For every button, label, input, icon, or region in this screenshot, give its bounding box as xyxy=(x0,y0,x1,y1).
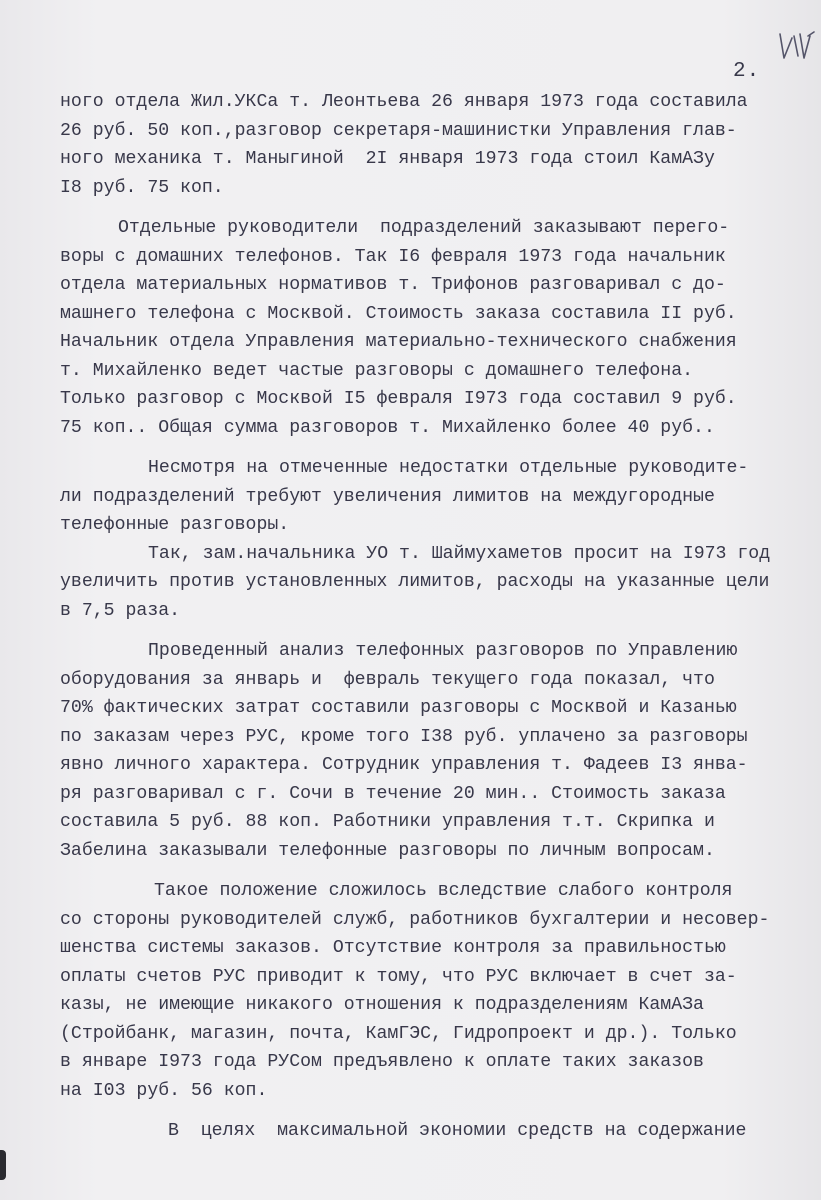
paragraph xyxy=(60,454,790,540)
body-text xyxy=(60,88,790,1146)
text-line: на I03 руб. 56 коп. xyxy=(60,1080,268,1101)
text-line: в январе I973 года РУСом предъявлено к оплате таких заказов xyxy=(60,1052,704,1072)
text-line: явно личного характера. Сотрудник управления т. Фадеев I3 янва- xyxy=(60,755,748,775)
text-line: казы, не имеющие никакого отношения к подразделениям КамАЗа xyxy=(60,995,704,1015)
text-line: составила 5 руб. 88 коп. Работники управления т.т. Скрипка и xyxy=(60,812,715,832)
archive-mark xyxy=(774,28,818,68)
page-edge-mark xyxy=(0,1150,6,1180)
page-number: 2. xyxy=(733,60,761,83)
text-line: ря разговаривал с г. Сочи в течение 20 мин.. Стоимость заказа xyxy=(60,783,726,804)
text-line: Начальник отдела Управления материально-технического снабжения xyxy=(60,332,737,352)
text-line: ли подразделений требуют увеличения лимитов на междугородные xyxy=(60,486,715,507)
text-line: В целях максимальной экономии средств на содержание xyxy=(168,1121,747,1141)
text-line: оборудования за январь и февраль текущего года показал, что xyxy=(60,669,715,690)
text-line: Проведенный анализ телефонных разговоров по Управлению xyxy=(148,641,738,661)
paragraph xyxy=(60,877,790,1105)
text-line: Такое положение сложилось вследствие слабого контроля xyxy=(154,881,733,901)
text-line: в 7,5 раза. xyxy=(60,600,181,621)
text-line: телефонные разговоры. xyxy=(60,515,290,535)
text-line: оплаты счетов РУС приводит к тому, что РУС включает в счет за- xyxy=(60,966,737,987)
text-line: шенства системы заказов. Отсутствие контроля за правильностью xyxy=(60,938,726,958)
text-line: ного отдела Жил.УКСа т. Леонтьева 26 января 1973 года составила xyxy=(60,92,748,112)
text-line: Только разговор с Москвой I5 февраля I973 года составил 9 руб. xyxy=(60,389,737,409)
paragraph xyxy=(60,540,790,626)
text-line: Так, зам.начальника УО т. Шаймухаметов просит на I973 год xyxy=(148,543,771,564)
text-line: I8 руб. 75 коп. xyxy=(60,177,224,198)
text-line: ного механика т. Маныгиной 2I января 1973 года стоил КамАЗу xyxy=(60,149,715,169)
text-line: 26 руб. 50 коп.,разговор секретаря-машинистки Управления глав- xyxy=(60,120,737,141)
paragraph xyxy=(60,1117,790,1146)
text-line: воры с домашних телефонов. Так I6 февраля 1973 года начальник xyxy=(60,246,726,267)
paragraph xyxy=(60,88,790,202)
text-line: машнего телефона с Москвой. Стоимость заказа составила II руб. xyxy=(60,303,737,324)
text-line: Отдельные руководители подразделений заказывают перего- xyxy=(118,218,730,238)
text-line: отдела материальных нормативов т. Трифонов разговаривал с до- xyxy=(60,275,726,295)
text-line: Забелина заказывали телефонные разговоры по личным вопросам. xyxy=(60,840,715,861)
text-line: Несмотря на отмеченные недостатки отдельные руководите- xyxy=(148,458,749,478)
text-line: по заказам через РУС, кроме того I38 руб. уплачено за разговоры xyxy=(60,726,748,747)
text-line: со стороны руководителей служб, работников бухгалтерии и несовер- xyxy=(60,909,770,930)
text-line: 75 коп.. Общая сумма разговоров т. Михайленко более 40 руб.. xyxy=(60,417,715,438)
paragraph xyxy=(60,214,790,442)
text-line: (Стройбанк, магазин, почта, КамГЭС, Гидропроект и др.). Только xyxy=(60,1023,737,1044)
paragraph xyxy=(60,637,790,865)
text-line: увеличить против установленных лимитов, расходы на указанные цели xyxy=(60,572,770,592)
text-line: 70% фактических затрат составили разговоры с Москвой и Казанью xyxy=(60,698,737,718)
text-line: т. Михайленко ведет частые разговоры с домашнего телефона. xyxy=(60,360,694,381)
